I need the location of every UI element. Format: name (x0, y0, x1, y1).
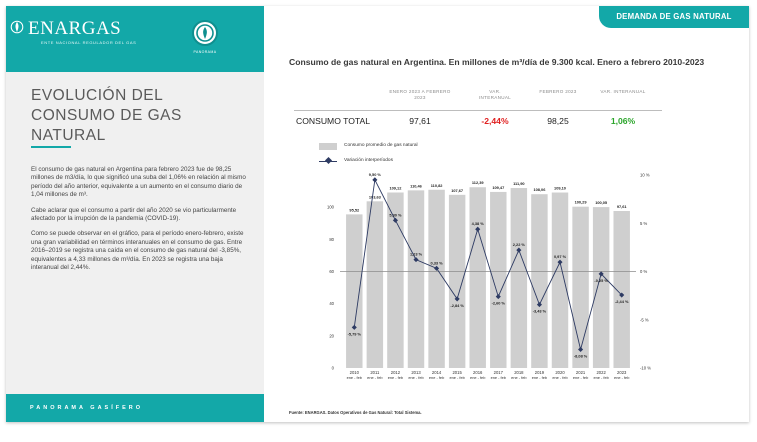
x-tick-label: 2020 (555, 370, 565, 375)
x-tick-sublabel: ene - feb (552, 375, 568, 380)
x-tick-sublabel: ene - feb (387, 375, 404, 380)
x-tick-sublabel: ene - feb (428, 375, 445, 380)
variation-label: 0,33 % (430, 260, 443, 266)
y-left-tick-label: 80 (329, 236, 334, 242)
bar (531, 194, 547, 368)
bar (449, 195, 465, 368)
bar (490, 192, 506, 368)
chart-title: Consumo de gas natural en Argentina. En millones de m³/día de 9.300 kcal. Enero a febrero 2010-2023 (289, 57, 705, 67)
y-left-tick-label: 60 (329, 269, 334, 274)
y-right-tick-label: 0 % (640, 269, 648, 274)
bar-value-label: 112,39 (471, 180, 484, 186)
bar-value-label: 111,90 (513, 181, 525, 187)
x-tick-label: 2013 (411, 370, 421, 375)
variation-label: 1,23 % (409, 251, 423, 257)
paragraph: Como se puede observar en el gráfico, para el período enero-febrero, existe una gran variabilidad en términos interanuales en el consumo de gas. Entre 2016–2019 se registra una caída en el consumo de gas natural del -3,85%, equivalentes a 4,33 millones de m³/día. En 2023 se registra una baja interanual del 2,44%. (31, 230, 244, 272)
summary-head-month: FEBRERO 2023 (539, 89, 577, 94)
legend-line-label: Variación interperíodos (344, 158, 393, 163)
x-tick-label: 2017 (493, 370, 503, 375)
bar-value-label: 95,52 (349, 207, 360, 213)
source-note: Fuente: ENARGAS. Datos Operativos de Gas Natural: Total Sistema. (289, 410, 422, 415)
section-tab-label: DEMANDA DE GAS NATURAL (616, 12, 732, 21)
x-tick-sublabel: ene - feb (531, 375, 548, 380)
x-tick-label: 2018 (514, 370, 524, 375)
variation-label: -5,79 % (347, 331, 361, 337)
bar (511, 188, 527, 368)
summary-value-var1: -2,44% (481, 116, 509, 126)
logo-name: ENARGAS (28, 18, 122, 39)
x-tick-sublabel: ene - feb (511, 375, 527, 380)
x-tick-label: 2019 (534, 370, 545, 375)
x-tick-label: 2010 (349, 370, 359, 375)
page-title: EVOLUCIÓN DEL CONSUMO DE GAS NATURAL (31, 87, 182, 144)
bar (593, 207, 609, 368)
variation-label: 9,50 % (368, 171, 381, 177)
slide (6, 6, 749, 422)
legend-bar-label: Consumo promedio de gas natural (344, 143, 418, 148)
y-left-tick-label: 0 (331, 365, 334, 371)
bar (367, 201, 383, 368)
bar (346, 214, 362, 368)
x-tick-label: 2021 (575, 370, 586, 375)
bar-value-label: 107,67 (451, 187, 464, 193)
logo-subtitle: ENTE NACIONAL REGULADOR DEL GAS (41, 40, 137, 45)
y-right-tick-label: 10 % (640, 172, 650, 178)
footer-label: PANORAMA GASÍFERO (30, 405, 144, 411)
variation-label: -3,43 % (532, 308, 547, 314)
bar-value-label: 110,82 (430, 182, 443, 188)
chart (6, 6, 749, 422)
x-tick-label: 2015 (452, 370, 462, 375)
y-left-tick-label: 100 (327, 204, 334, 210)
summary-row-label: CONSUMO TOTAL (296, 116, 371, 126)
bar-value-label: 108,06 (533, 187, 546, 193)
x-tick-sublabel: ene - feb (346, 375, 362, 380)
y-left-tick-label: 20 (329, 333, 334, 339)
y-right-tick-label: 5 % (640, 220, 648, 226)
bar-value-label: 97,61 (616, 204, 627, 210)
x-tick-sublabel: ene - feb (614, 375, 630, 380)
bar-value-label: 103,63 (368, 194, 381, 200)
panorama-badge-label: PANORAMA (193, 50, 217, 54)
x-tick-sublabel: ene - feb (572, 375, 589, 380)
paragraph: Cabe aclarar que el consumo a partir del año 2020 se vio particularmente afectado por la irrupción de la pandemia (COVID-19). (31, 206, 237, 223)
variation-label: -2,60 % (491, 300, 505, 306)
x-tick-sublabel: ene - feb (593, 375, 609, 380)
variation-label: -0,25 % (594, 277, 608, 283)
summary-value-month: 98,25 (547, 116, 569, 126)
summary-head-period: ENERO 2023 A FEBRERO 2023 (389, 89, 451, 100)
bar (428, 190, 444, 368)
x-tick-sublabel: ene - feb (490, 375, 506, 380)
paragraph: El consumo de gas natural en Argentina para febrero 2023 fue de 98,25 millones de m3/día, lo que significó una suba del 1,06% en relación al mismo período del año anterior, equivalente a un aumento en el consumo diario de 1,04 millones de m³. (31, 166, 246, 199)
x-tick-sublabel: ene - feb (408, 375, 424, 380)
x-tick-label: 2022 (596, 370, 606, 375)
bar (552, 193, 568, 368)
variation-label: 4,38 % (471, 221, 484, 227)
x-tick-sublabel: ene - feb (470, 375, 486, 380)
summary-value-period: 97,61 (409, 116, 431, 126)
variation-label: 2,22 % (512, 242, 525, 248)
variation-label: 0,97 % (553, 254, 567, 260)
bar-value-label: 109,47 (492, 184, 505, 190)
bar-value-label: 109,10 (554, 185, 566, 191)
bar (469, 187, 485, 368)
bar-value-label: 109,12 (389, 185, 402, 191)
summary-head-var2: VAR. INTERANUAL (600, 89, 646, 94)
x-tick-sublabel: ene - feb (449, 375, 465, 380)
bar-value-label: 100,05 (595, 200, 608, 206)
y-right-tick-label: -5 % (640, 317, 649, 323)
bar (572, 207, 588, 368)
x-tick-sublabel: ene - feb (367, 375, 383, 380)
y-left-tick-label: 40 (329, 301, 334, 307)
x-tick-label: 2014 (431, 370, 442, 375)
summary-value-var2: 1,06% (610, 116, 636, 126)
y-right-tick-label: -10 % (640, 365, 651, 371)
bar (408, 190, 424, 368)
variation-point (372, 177, 377, 182)
summary-head-var1: VAR. INTERANUAL (478, 89, 512, 100)
variation-label: -2,84 % (450, 302, 464, 308)
variation-label: -2,44 % (615, 299, 629, 305)
variation-label: 5,30 % (389, 212, 402, 218)
x-tick-label: 2016 (473, 370, 483, 375)
variation-label: -8,08 % (573, 353, 588, 359)
x-tick-label: 2011 (370, 370, 380, 375)
bar-value-label: 110,46 (410, 183, 422, 189)
bar-value-label: 100,29 (574, 199, 587, 205)
x-tick-label: 2012 (390, 370, 401, 375)
x-tick-label: 2023 (617, 370, 627, 375)
